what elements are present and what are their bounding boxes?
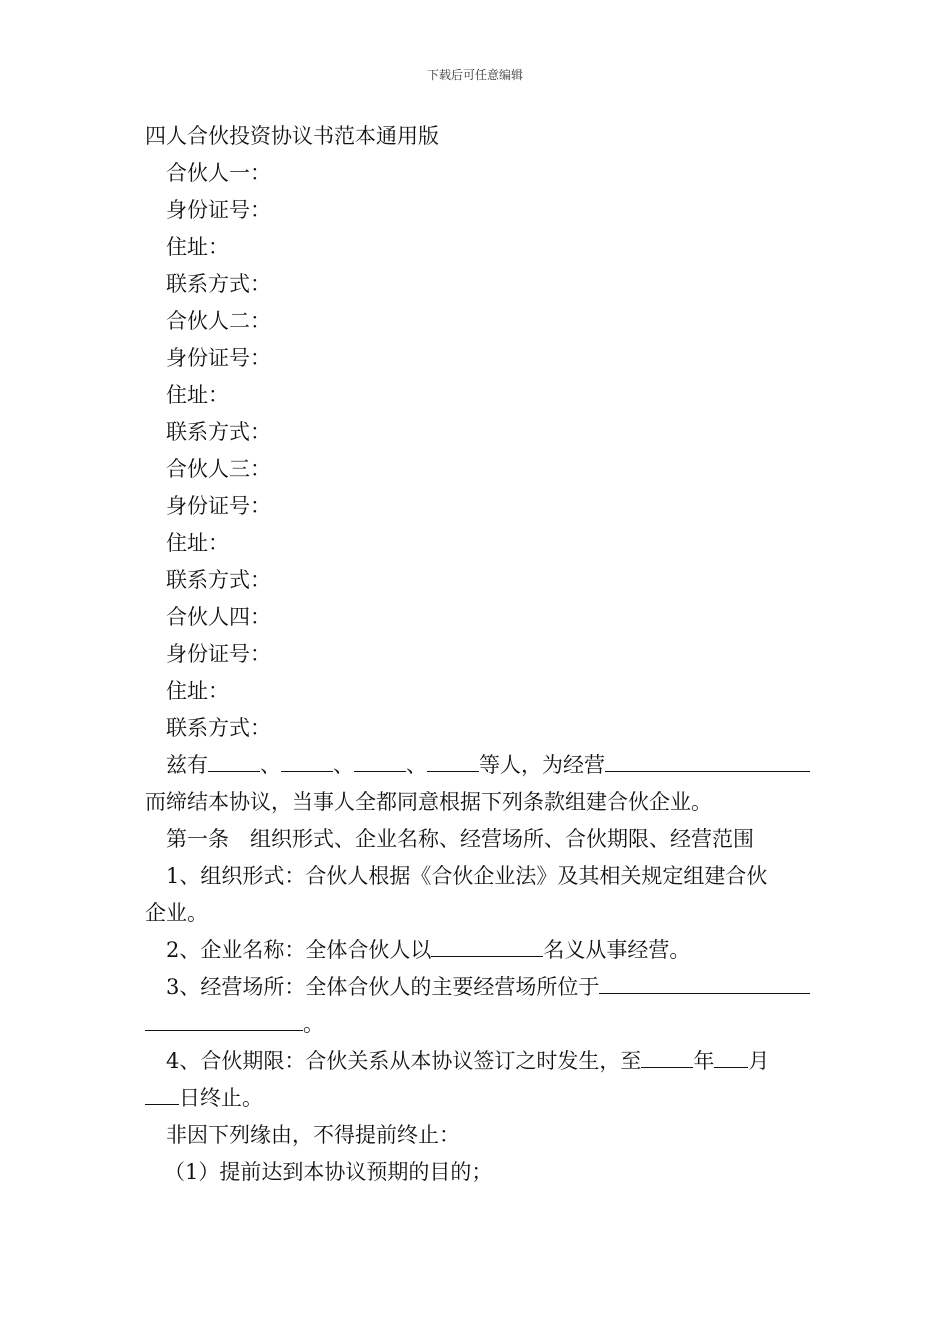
termination-intro: 非因下列缘由，不得提前终止： bbox=[166, 1123, 460, 1147]
blank-company-name bbox=[431, 934, 543, 957]
item-3-end: 。 bbox=[303, 1012, 324, 1036]
document-title: 四人合伙投资协议书范本通用版 bbox=[145, 124, 439, 148]
intro-sep: 、 bbox=[260, 753, 281, 777]
intro-prefix: 兹有 bbox=[166, 753, 208, 777]
blank-partner-2 bbox=[281, 749, 333, 772]
intro-middle: 等人，为经营 bbox=[479, 753, 605, 777]
blank-business bbox=[605, 749, 810, 772]
article-1-item-3-cont bbox=[145, 1006, 810, 1043]
article-1-item-4-cont bbox=[145, 1080, 810, 1117]
partner-2-contact-label: 联系方式： bbox=[166, 420, 271, 444]
partner-1-name-label: 合伙人一： bbox=[166, 161, 271, 185]
article-1-heading: 第一条 组织形式、企业名称、经营场所、合伙期限、经营范围 bbox=[166, 827, 754, 851]
intro-sep: 、 bbox=[333, 753, 354, 777]
item-4-prefix: 4、合伙期限：合伙关系从本协议签订之时发生，至 bbox=[166, 1049, 642, 1073]
blank-day bbox=[145, 1082, 179, 1105]
partner-4-address-label: 住址： bbox=[166, 679, 229, 703]
item-3-prefix: 3、经营场所：全体合伙人的主要经营场所位于 bbox=[166, 975, 600, 999]
document-body bbox=[145, 118, 810, 1191]
article-1-item-2 bbox=[145, 932, 810, 969]
termination-item-1: （1）提前达到本协议预期的目的； bbox=[164, 1160, 493, 1184]
blank-year bbox=[641, 1045, 693, 1068]
blank-partner-4 bbox=[427, 749, 479, 772]
partner-4-contact-label: 联系方式： bbox=[166, 716, 271, 740]
blank-month bbox=[714, 1045, 748, 1068]
item-4-month: 月 bbox=[748, 1049, 770, 1073]
partner-3-id-label: 身份证号： bbox=[166, 494, 271, 518]
item-4-year: 年 bbox=[693, 1049, 715, 1073]
partner-1-id-label: 身份证号： bbox=[166, 198, 271, 222]
article-1-item-3 bbox=[145, 969, 810, 1006]
blank-location-1 bbox=[599, 971, 810, 994]
partner-2-address-label: 住址： bbox=[166, 383, 229, 407]
partner-2-id-label: 身份证号： bbox=[166, 346, 271, 370]
partner-1-address-label: 住址： bbox=[166, 235, 229, 259]
partner-3-contact-label: 联系方式： bbox=[166, 568, 271, 592]
item-2-suffix: 名义从事经营。 bbox=[543, 938, 691, 962]
partner-3-name-label: 合伙人三： bbox=[166, 457, 271, 481]
item-4-day-end: 日终止。 bbox=[179, 1086, 263, 1110]
article-1-item-1-line-1: 1、组织形式：合伙人根据《合伙企业法》及其相关规定组建合伙 bbox=[166, 864, 768, 888]
blank-partner-1 bbox=[208, 749, 260, 772]
header-note: 下载后可任意编辑 bbox=[426, 68, 523, 82]
intro-line bbox=[145, 747, 810, 784]
item-2-prefix: 2、企业名称：全体合伙人以 bbox=[166, 938, 432, 962]
intro-continuation: 而缔结本协议，当事人全都同意根据下列条款组建合伙企业。 bbox=[145, 790, 712, 814]
article-1-item-4 bbox=[145, 1043, 810, 1080]
partner-1-contact-label: 联系方式： bbox=[166, 272, 271, 296]
partner-4-id-label: 身份证号： bbox=[166, 642, 271, 666]
intro-sep: 、 bbox=[406, 753, 427, 777]
blank-location-2 bbox=[145, 1008, 303, 1031]
blank-partner-3 bbox=[354, 749, 406, 772]
partner-3-address-label: 住址： bbox=[166, 531, 229, 555]
partner-4-name-label: 合伙人四： bbox=[166, 605, 271, 629]
partner-2-name-label: 合伙人二： bbox=[166, 309, 271, 333]
article-1-item-1-line-2: 企业。 bbox=[145, 901, 208, 925]
